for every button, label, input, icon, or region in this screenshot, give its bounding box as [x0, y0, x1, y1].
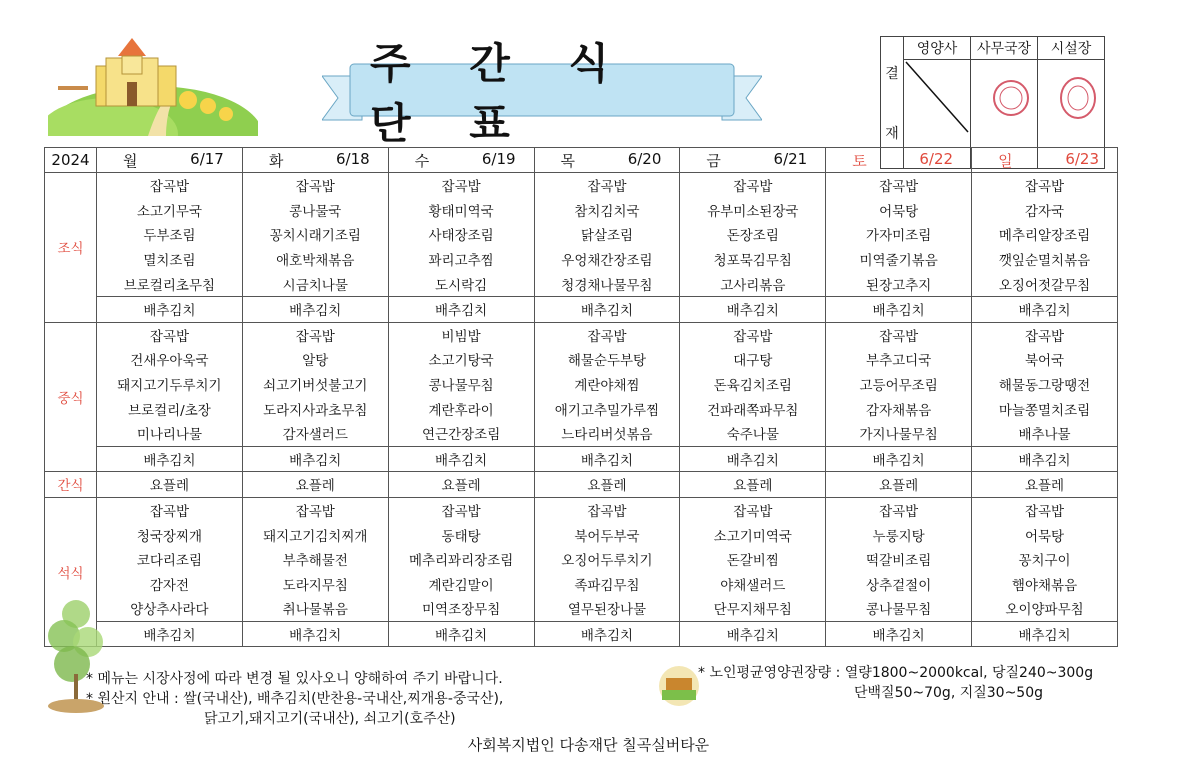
menu-dish-cell: 가자미조림: [826, 222, 972, 247]
day-header-sun: 일 6/23: [972, 148, 1118, 173]
menu-dish-cell: 대구탕: [680, 347, 826, 372]
menu-dish-cell: 콩나물무침: [388, 372, 534, 397]
menu-row-dinner: [45, 572, 1118, 597]
menu-dish-cell: 누룽지탕: [826, 522, 972, 547]
menu-dish-cell: 배추김치: [534, 446, 680, 472]
menu-dish-cell: 된장고추지: [826, 271, 972, 296]
menu-row-dinner: [45, 596, 1118, 621]
day-header-mon: 월 6/17: [97, 148, 243, 173]
menu-dish-cell: 잡곡밥: [680, 173, 826, 198]
menu-dish-cell: 잡곡밥: [242, 322, 388, 347]
meal-label-dinner: 석식: [45, 497, 97, 647]
menu-dish-cell: 해물동그랑땡전: [972, 372, 1118, 397]
menu-dish-cell: 부추고디국: [826, 347, 972, 372]
approval-role-director: 사무국장: [971, 37, 1038, 60]
menu-dish-cell: 배추김치: [972, 446, 1118, 472]
menu-dish-cell: 마늘쫑멸치조림: [972, 396, 1118, 421]
menu-dish-cell: 잡곡밥: [242, 173, 388, 198]
menu-row-lunch: [45, 347, 1118, 372]
menu-dish-cell: 메추리알장조림: [972, 222, 1118, 247]
header-row: [45, 148, 1118, 173]
menu-dish-cell: 건파래쪽파무침: [680, 396, 826, 421]
menu-row-breakfast: [45, 296, 1118, 322]
menu-dish-cell: 어묵탕: [972, 522, 1118, 547]
menu-dish-cell: 돈갈비찜: [680, 547, 826, 572]
menu-dish-cell: 멸치조림: [97, 247, 243, 272]
menu-row-lunch: [45, 372, 1118, 397]
menu-dish-cell: 참치김치국: [534, 198, 680, 223]
menu-dish-cell: 야채샐러드: [680, 572, 826, 597]
menu-dish-cell: 우엉채간장조림: [534, 247, 680, 272]
castle-illustration: [48, 36, 258, 136]
menu-dish-cell: 요플레: [680, 472, 826, 498]
menu-dish-cell: 비빔밥: [388, 322, 534, 347]
menu-row-snack: [45, 472, 1118, 498]
menu-dish-cell: 감자샐러드: [242, 421, 388, 446]
menu-dish-cell: 배추김치: [826, 621, 972, 647]
menu-row-dinner: [45, 547, 1118, 572]
menu-row-dinner: [45, 522, 1118, 547]
menu-dish-cell: 배추김치: [826, 446, 972, 472]
menu-dish-cell: 계란김말이: [388, 572, 534, 597]
menu-row-breakfast: [45, 271, 1118, 296]
menu-dish-cell: 잡곡밥: [97, 173, 243, 198]
day-header-thu: 목 6/20: [534, 148, 680, 173]
menu-dish-cell: 미역조장무침: [388, 596, 534, 621]
menu-dish-cell: 열무된장나물: [534, 596, 680, 621]
approval-role-nutritionist: 영양사: [904, 37, 971, 60]
menu-dish-cell: 돼지고기두루치기: [97, 372, 243, 397]
menu-row-lunch: [45, 322, 1118, 347]
menu-dish-cell: 브로컬리/초장: [97, 396, 243, 421]
menu-dish-cell: 배추김치: [97, 621, 243, 647]
menu-dish-cell: 잡곡밥: [388, 173, 534, 198]
origin-note-line1: * 원산지 안내 : 쌀(국내산), 배추김치(반찬용-국내산,찌개용-중국산),: [86, 691, 504, 707]
menu-dish-cell: 부추해물전: [242, 547, 388, 572]
menu-dish-cell: 요플레: [826, 472, 972, 498]
menu-dish-cell: 요플레: [972, 472, 1118, 498]
menu-dish-cell: 돼지고기김치찌개: [242, 522, 388, 547]
menu-dish-cell: 코다리조림: [97, 547, 243, 572]
menu-dish-cell: 유부미소된장국: [680, 198, 826, 223]
menu-dish-cell: 시금치나물: [242, 271, 388, 296]
menu-dish-cell: 잡곡밥: [534, 322, 680, 347]
menu-dish-cell: 꽁치시래기조림: [242, 222, 388, 247]
menu-dish-cell: 숙주나물: [680, 421, 826, 446]
menu-dish-cell: 쇠고기버섯불고기: [242, 372, 388, 397]
menu-dish-cell: 상추겉절이: [826, 572, 972, 597]
meal-label-snack: 간식: [45, 472, 97, 498]
menu-dish-cell: 족파김무침: [534, 572, 680, 597]
menu-dish-cell: 소고기미역국: [680, 522, 826, 547]
menu-row-breakfast: [45, 198, 1118, 223]
menu-dish-cell: 청포묵김무침: [680, 247, 826, 272]
menu-dish-cell: 배추김치: [388, 446, 534, 472]
menu-dish-cell: 알탕: [242, 347, 388, 372]
day-header-tue: 화 6/18: [242, 148, 388, 173]
menu-dish-cell: 미나리나물: [97, 421, 243, 446]
menu-row-breakfast: [45, 222, 1118, 247]
menu-dish-cell: 배추김치: [388, 621, 534, 647]
menu-row-dinner: [45, 497, 1118, 522]
nutrition-note-line1: * 노인평균영양권장량 : 열량1800~2000kcal, 당질240~300g: [698, 665, 1094, 681]
menu-dish-cell: 잡곡밥: [972, 173, 1118, 198]
menu-dish-cell: 잡곡밥: [242, 497, 388, 522]
menu-dish-cell: 도라지무침: [242, 572, 388, 597]
menu-dish-cell: 잡곡밥: [97, 497, 243, 522]
menu-dish-cell: 닭살조림: [534, 222, 680, 247]
menu-dish-cell: 소고기무국: [97, 198, 243, 223]
menu-dish-cell: 사태장조림: [388, 222, 534, 247]
menu-dish-cell: 잡곡밥: [97, 322, 243, 347]
menu-dish-cell: 고등어무조림: [826, 372, 972, 397]
menu-dish-cell: 잡곡밥: [972, 322, 1118, 347]
menu-dish-cell: 햄야채볶음: [972, 572, 1118, 597]
year-cell: 2024: [45, 148, 97, 173]
menu-dish-cell: 북어국: [972, 347, 1118, 372]
day-header-fri: 금 6/21: [680, 148, 826, 173]
menu-dish-cell: 어묵탕: [826, 198, 972, 223]
menu-dish-cell: 배추김치: [388, 296, 534, 322]
menu-dish-cell: 북어두부국: [534, 522, 680, 547]
menu-dish-cell: 감자전: [97, 572, 243, 597]
menu-row-dinner: [45, 621, 1118, 647]
menu-dish-cell: 잡곡밥: [826, 497, 972, 522]
menu-dish-cell: 잡곡밥: [680, 497, 826, 522]
menu-dish-cell: 꽁치구이: [972, 547, 1118, 572]
menu-dish-cell: 해물순두부탕: [534, 347, 680, 372]
menu-dish-cell: 소고기탕국: [388, 347, 534, 372]
menu-dish-cell: 계란야채찜: [534, 372, 680, 397]
menu-dish-cell: 배추김치: [534, 296, 680, 322]
meal-label-breakfast: 조식: [45, 173, 97, 323]
menu-dish-cell: 잡곡밥: [826, 173, 972, 198]
menu-dish-cell: 두부조림: [97, 222, 243, 247]
menu-dish-cell: 미역줄기볶음: [826, 247, 972, 272]
menu-dish-cell: 잡곡밥: [534, 173, 680, 198]
menu-dish-cell: 떡갈비조림: [826, 547, 972, 572]
menu-dish-cell: 단무지채무침: [680, 596, 826, 621]
menu-dish-cell: 콩나물국: [242, 198, 388, 223]
menu-dish-cell: 잡곡밥: [388, 497, 534, 522]
menu-dish-cell: 배추김치: [680, 621, 826, 647]
menu-dish-cell: 청국장찌개: [97, 522, 243, 547]
menu-dish-cell: 취나물볶음: [242, 596, 388, 621]
day-header-sat: 토 6/22: [826, 148, 972, 173]
menu-row-lunch: [45, 446, 1118, 472]
menu-dish-cell: 감자국: [972, 198, 1118, 223]
menu-dish-cell: 연근간장조림: [388, 421, 534, 446]
menu-dish-cell: 요플레: [534, 472, 680, 498]
menu-dish-cell: 잡곡밥: [680, 322, 826, 347]
menu-dish-cell: 요플레: [388, 472, 534, 498]
menu-dish-cell: 잡곡밥: [826, 322, 972, 347]
menu-dish-cell: 배추김치: [826, 296, 972, 322]
menu-dish-cell: 요플레: [97, 472, 243, 498]
menu-dish-cell: 오징어두루치기: [534, 547, 680, 572]
menu-dish-cell: 배추김치: [242, 621, 388, 647]
farm-thumbnail: [656, 664, 702, 708]
menu-dish-cell: 돈장조림: [680, 222, 826, 247]
menu-dish-cell: 돈육김치조림: [680, 372, 826, 397]
menu-dish-cell: 배추김치: [972, 296, 1118, 322]
menu-dish-cell: 계란후라이: [388, 396, 534, 421]
menu-dish-cell: 배추김치: [680, 296, 826, 322]
menu-dish-cell: 배추김치: [242, 296, 388, 322]
day-header-wed: 수 6/19: [388, 148, 534, 173]
menu-dish-cell: 오징어젓갈무침: [972, 271, 1118, 296]
menu-dish-cell: 고사리볶음: [680, 271, 826, 296]
menu-row-breakfast: [45, 173, 1118, 198]
menu-dish-cell: 잡곡밥: [534, 497, 680, 522]
menu-dish-cell: 건새우아욱국: [97, 347, 243, 372]
menu-change-note: * 메뉴는 시장사정에 따라 변경 될 있사오니 양해하여 주기 바랍니다.: [86, 671, 503, 687]
organization-footer: 사회복지법인 다송재단 칠곡실버타운: [467, 736, 710, 754]
menu-dish-cell: 깻잎순멸치볶음: [972, 247, 1118, 272]
menu-dish-cell: 애기고추밀가루찜: [534, 396, 680, 421]
menu-dish-cell: 도시락김: [388, 271, 534, 296]
menu-dish-cell: 배추김치: [242, 446, 388, 472]
menu-dish-cell: 배추김치: [97, 296, 243, 322]
menu-dish-cell: 느타리버섯볶음: [534, 421, 680, 446]
menu-body: [45, 173, 1118, 647]
menu-dish-cell: 콩나물무침: [826, 596, 972, 621]
menu-dish-cell: 배추김치: [972, 621, 1118, 647]
menu-dish-cell: 잡곡밥: [972, 497, 1118, 522]
origin-note-line2: 닭고기,돼지고기(국내산), 쇠고기(호주산): [204, 711, 456, 727]
page-title: 주 간 식 단 표: [370, 39, 631, 148]
menu-dish-cell: 메추리꽈리장조림: [388, 547, 534, 572]
menu-dish-cell: 가지나물무침: [826, 421, 972, 446]
menu-dish-cell: 오이양파무침: [972, 596, 1118, 621]
menu-row-lunch: [45, 421, 1118, 446]
menu-dish-cell: 양상추사라다: [97, 596, 243, 621]
menu-row-lunch: [45, 396, 1118, 421]
menu-dish-cell: 황태미역국: [388, 198, 534, 223]
menu-dish-cell: 배추김치: [97, 446, 243, 472]
weekly-menu-table: [44, 147, 1118, 647]
meal-label-lunch: 중식: [45, 322, 97, 472]
menu-dish-cell: 배추나물: [972, 421, 1118, 446]
menu-row-breakfast: [45, 247, 1118, 272]
menu-dish-cell: 감자채볶음: [826, 396, 972, 421]
menu-dish-cell: 배추김치: [534, 621, 680, 647]
menu-dish-cell: 애호박채볶음: [242, 247, 388, 272]
menu-dish-cell: 청경채나물무침: [534, 271, 680, 296]
nutrition-note-line2: 단백질50~70g, 지질30~50g: [854, 685, 1044, 701]
approval-role-facility-head: 시설장: [1038, 37, 1105, 60]
menu-dish-cell: 꽈리고추찜: [388, 247, 534, 272]
menu-dish-cell: 요플레: [242, 472, 388, 498]
menu-dish-cell: 도라지사과초무침: [242, 396, 388, 421]
menu-dish-cell: 동태탕: [388, 522, 534, 547]
approval-side-label: 결 재: [881, 37, 904, 169]
menu-dish-cell: 브로컬리초무침: [97, 271, 243, 296]
menu-dish-cell: 배추김치: [680, 446, 826, 472]
